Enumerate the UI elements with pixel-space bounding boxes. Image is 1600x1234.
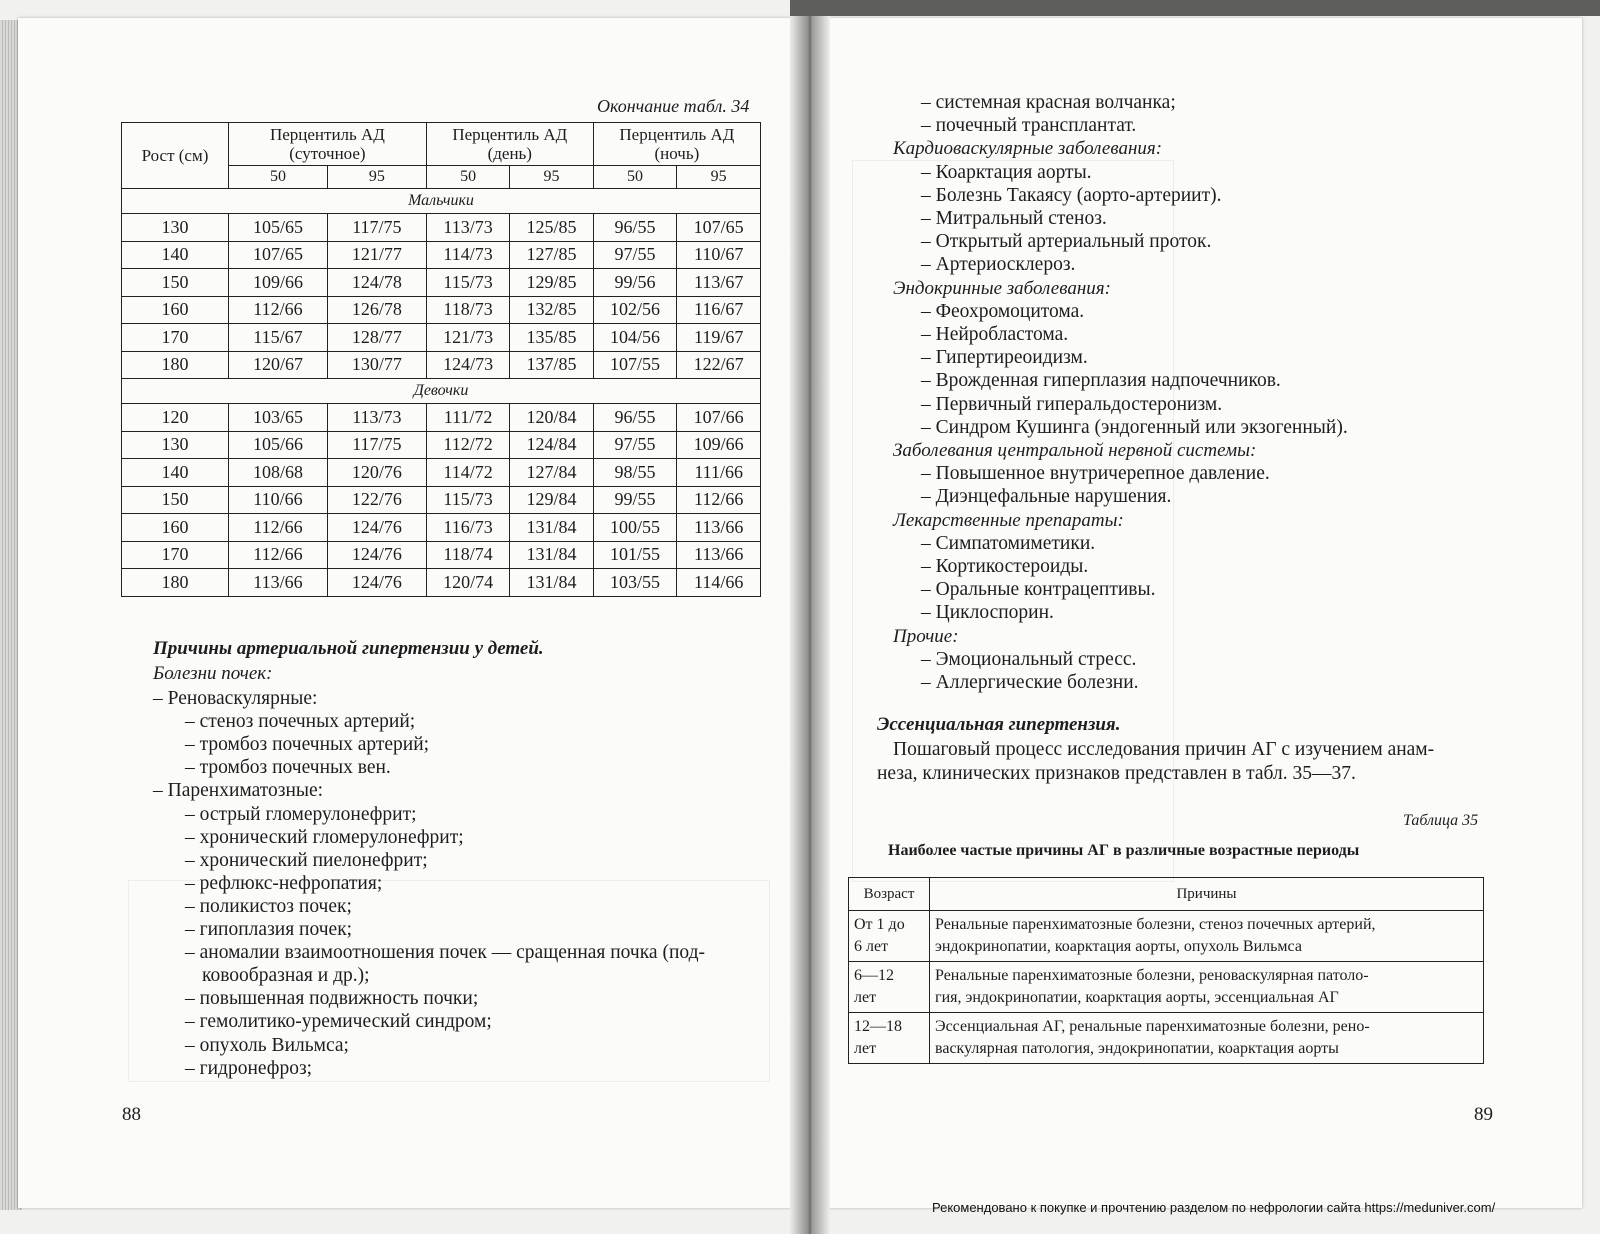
- column-group-header: Перцентиль АД (суточное): [229, 123, 427, 166]
- bp-value-cell: 112/66: [229, 541, 328, 569]
- table-row: [849, 911, 1484, 962]
- list-line: – Открытый артериальный проток.: [921, 231, 1212, 253]
- list-line: – хронический пиелонефрит;: [185, 849, 428, 871]
- causes-cell-line: Эссенциальная АГ, ренальные паренхиматозные болезни, рено-: [935, 1018, 1370, 1035]
- list-line: – Синдром Кушинга (эндогенный или экзогенный).: [921, 416, 1348, 438]
- list-line: – Гипертиреоидизм.: [921, 347, 1088, 369]
- percentile-table: [121, 122, 761, 597]
- table-row: [122, 241, 761, 269]
- causes-cell-line: гия, эндокринопатии, коарктация аорты, эссенциальная АГ: [935, 989, 1339, 1006]
- height-cell: 120: [122, 404, 229, 432]
- list-line: – Врожденная гиперплазия надпочечников.: [921, 370, 1281, 392]
- bp-value-cell: 112/72: [426, 431, 509, 459]
- list-line: – Феохромоцитома.: [921, 300, 1085, 322]
- table-label: Таблица 35: [1403, 812, 1479, 829]
- list-line: – Первичный гиперальдостеронизм.: [921, 393, 1223, 415]
- bp-value-cell: 107/55: [593, 351, 677, 379]
- column-header-age: Возраст: [849, 878, 930, 911]
- bp-value-cell: 127/84: [510, 459, 593, 487]
- age-cell-line: 12—18: [854, 1018, 902, 1035]
- bp-value-cell: 124/78: [327, 269, 426, 297]
- bp-value-cell: 122/76: [327, 486, 426, 514]
- subcolumn-header: 95: [327, 166, 426, 189]
- column-group-header: Перцентиль АД (ночь): [593, 123, 760, 166]
- bp-value-cell: 117/75: [327, 431, 426, 459]
- list-line: – Митральный стеноз.: [921, 208, 1107, 229]
- list-line: – Болезнь Такаясу (аорто-артериит).: [921, 184, 1222, 206]
- table-row: [122, 324, 761, 352]
- causes-cell: [930, 962, 1484, 1013]
- group-label: Мальчики: [122, 189, 761, 214]
- bp-value-cell: 124/76: [327, 541, 426, 569]
- bp-value-cell: 103/55: [593, 569, 677, 597]
- bp-value-cell: 110/66: [229, 486, 328, 514]
- bp-value-cell: 121/73: [426, 324, 509, 352]
- section-title: Лекарственные препараты:: [893, 509, 1124, 531]
- bp-value-cell: 104/56: [593, 324, 677, 352]
- bp-value-cell: 108/68: [229, 459, 328, 487]
- bp-value-cell: 124/73: [426, 351, 509, 379]
- list-line: – хронический гломерулонефрит;: [185, 826, 464, 848]
- bp-value-cell: 98/55: [593, 459, 677, 487]
- table-row: [122, 296, 761, 324]
- bp-value-cell: 132/85: [510, 296, 593, 324]
- bp-value-cell: 120/76: [327, 459, 426, 487]
- list-line: – аномалии взаимоотношения почек — сращенная почка (под-: [185, 942, 705, 964]
- bp-value-cell: 120/74: [426, 569, 509, 597]
- list-line: – Реноваскулярные:: [153, 688, 318, 709]
- bp-value-cell: 126/78: [327, 296, 426, 324]
- age-cell-line: лет: [854, 989, 877, 1006]
- bp-value-cell: 128/77: [327, 324, 426, 352]
- age-cell: [849, 911, 930, 962]
- bp-value-cell: 102/56: [593, 296, 677, 324]
- bp-value-cell: 114/72: [426, 459, 509, 487]
- causes-cell-line: эндокринопатии, коарктация аорты, опухоль Вильмса: [935, 938, 1302, 955]
- bp-value-cell: 119/67: [677, 324, 761, 352]
- subcolumn-header: 50: [426, 166, 509, 189]
- height-cell: 130: [122, 214, 229, 242]
- section-title: Кардиоваскулярные заболевания:: [893, 138, 1163, 160]
- causes-cell-line: Ренальные паренхиматозные болезни, стеноз почечных артерий,: [935, 916, 1376, 933]
- causes-cell: [930, 911, 1484, 962]
- bp-value-cell: 124/84: [510, 431, 593, 459]
- list-line: – тромбоз почечных артерий;: [185, 734, 430, 756]
- list-line: – Коарктация аорты.: [921, 161, 1092, 183]
- bp-value-cell: 124/76: [327, 569, 426, 597]
- list-line: – Артериосклероз.: [921, 254, 1076, 276]
- page-number-right: 89: [1474, 1104, 1493, 1125]
- table-row: [122, 514, 761, 542]
- bp-value-cell: 112/66: [677, 486, 761, 514]
- bp-value-cell: 118/74: [426, 541, 509, 569]
- book-gutter: [790, 0, 830, 1234]
- bp-value-cell: 131/84: [510, 541, 593, 569]
- list-line: – рефлюкс-нефропатия;: [185, 872, 383, 894]
- causes-cell-line: васкулярная патология, эндокринопатии, коарктация аорты: [935, 1040, 1339, 1057]
- bp-value-cell: 124/76: [327, 514, 426, 542]
- bp-value-cell: 100/55: [593, 514, 677, 542]
- bp-value-cell: 120/84: [510, 404, 593, 432]
- bp-value-cell: 116/67: [677, 296, 761, 324]
- bp-value-cell: 107/66: [677, 404, 761, 432]
- list-line: – поликистоз почек;: [185, 895, 352, 917]
- bp-value-cell: 113/67: [677, 269, 761, 297]
- height-cell: 150: [122, 269, 229, 297]
- table-title: Наиболее частые причины АГ в различные возрастные периоды: [888, 842, 1360, 859]
- bp-value-cell: 113/66: [677, 541, 761, 569]
- section-title: Заболевания центральной нервной системы:: [893, 440, 1257, 461]
- group-label: Девочки: [122, 379, 761, 404]
- page-number-left: 88: [122, 1104, 141, 1125]
- bp-value-cell: 113/66: [677, 514, 761, 542]
- subcolumn-header: 50: [229, 166, 328, 189]
- height-cell: 160: [122, 514, 229, 542]
- list-line: – Циклоспорин.: [921, 602, 1054, 624]
- paragraph-line: Пошаговый процесс исследования причин АГ с изучением анам-: [893, 739, 1435, 760]
- section-subheading: Болезни почек:: [153, 663, 273, 684]
- subcolumn-header: 50: [593, 166, 677, 189]
- table-row: [122, 486, 761, 514]
- table-row: [122, 269, 761, 297]
- bp-value-cell: 111/72: [426, 404, 509, 432]
- bp-value-cell: 137/85: [510, 351, 593, 379]
- list-line: ковообразная и др.);: [202, 965, 370, 987]
- bp-value-cell: 121/77: [327, 241, 426, 269]
- bp-value-cell: 107/65: [677, 214, 761, 242]
- bp-value-cell: 97/55: [593, 431, 677, 459]
- bp-value-cell: 131/84: [510, 569, 593, 597]
- list-line: – Аллергические болезни.: [921, 672, 1139, 693]
- bp-value-cell: 109/66: [229, 269, 328, 297]
- bp-value-cell: 96/55: [593, 404, 677, 432]
- essential-heading: Эссенциальная гипертензия.: [877, 714, 1121, 735]
- age-cell: [849, 962, 930, 1013]
- bp-value-cell: 113/73: [327, 404, 426, 432]
- table-row: [122, 214, 761, 242]
- list-line: – тромбоз почечных вен.: [185, 757, 391, 779]
- table-row: [849, 962, 1484, 1013]
- footer-note: Рекомендовано к покупке и прочтению разделом по нефрологии сайта https://meduniver.com/: [932, 1200, 1496, 1215]
- bp-value-cell: 110/67: [677, 241, 761, 269]
- list-line: – системная красная волчанка;: [921, 92, 1176, 113]
- height-cell: 170: [122, 541, 229, 569]
- bp-value-cell: 105/66: [229, 431, 328, 459]
- list-line: – Паренхиматозные:: [153, 780, 324, 802]
- bp-value-cell: 109/66: [677, 431, 761, 459]
- bp-value-cell: 97/55: [593, 241, 677, 269]
- list-line: – стеноз почечных артерий;: [185, 711, 416, 733]
- table-row: [122, 541, 761, 569]
- causes-cell-line: Ренальные паренхиматозные болезни, реноваскулярная патоло-: [935, 967, 1369, 984]
- age-causes-table: [848, 877, 1484, 1064]
- section-heading: Причины артериальной гипертензии у детей.: [153, 638, 544, 659]
- list-line: – почечный трансплантат.: [921, 115, 1137, 137]
- list-line: – Диэнцефальные нарушения.: [921, 486, 1172, 508]
- bp-value-cell: 118/73: [426, 296, 509, 324]
- list-line: – гемолитико-уремический синдром;: [185, 1011, 492, 1033]
- paragraph-line: неза, клинических признаков представлен в табл. 35—37.: [877, 763, 1356, 784]
- list-line: – Повышенное внутричерепное давление.: [921, 463, 1270, 485]
- table-row: [849, 1013, 1484, 1064]
- age-cell-line: От 1 до: [854, 916, 905, 933]
- height-cell: 130: [122, 431, 229, 459]
- bp-value-cell: 127/85: [510, 241, 593, 269]
- table-row: [122, 351, 761, 379]
- list-line: – повышенная подвижность почки;: [185, 988, 479, 1010]
- table-row: [122, 431, 761, 459]
- column-header-height: Рост (см): [122, 123, 229, 189]
- list-line: – гидронефроз;: [185, 1057, 313, 1079]
- bp-value-cell: 112/66: [229, 296, 328, 324]
- bp-value-cell: 96/55: [593, 214, 677, 242]
- bp-value-cell: 125/85: [510, 214, 593, 242]
- age-cell-line: 6—12: [854, 967, 894, 984]
- subcolumn-header: 95: [510, 166, 593, 189]
- bp-value-cell: 99/55: [593, 486, 677, 514]
- bp-value-cell: 115/67: [229, 324, 328, 352]
- list-line: – Эмоциональный стресс.: [921, 648, 1137, 670]
- bp-value-cell: 115/73: [426, 269, 509, 297]
- age-cell: [849, 1013, 930, 1064]
- bp-value-cell: 116/73: [426, 514, 509, 542]
- bp-value-cell: 129/85: [510, 269, 593, 297]
- table-row: [122, 404, 761, 432]
- list-line: – гипоплазия почек;: [185, 919, 353, 940]
- bp-value-cell: 113/66: [229, 569, 328, 597]
- list-line: – Оральные контрацептивы.: [921, 579, 1156, 601]
- bp-value-cell: 105/65: [229, 214, 328, 242]
- list-line: – Нейробластома.: [921, 324, 1069, 345]
- bp-value-cell: 111/66: [677, 459, 761, 487]
- bp-value-cell: 135/85: [510, 324, 593, 352]
- bp-value-cell: 120/67: [229, 351, 328, 379]
- section-title: Прочие:: [893, 625, 959, 647]
- top-shadow: [790, 0, 1600, 16]
- bp-value-cell: 112/66: [229, 514, 328, 542]
- list-line: – Кортикостероиды.: [921, 556, 1089, 577]
- bp-value-cell: 122/67: [677, 351, 761, 379]
- bp-value-cell: 117/75: [327, 214, 426, 242]
- bp-value-cell: 101/55: [593, 541, 677, 569]
- list-line: – опухоль Вильмса;: [185, 1034, 349, 1056]
- age-cell-line: лет: [854, 1040, 877, 1057]
- height-cell: 170: [122, 324, 229, 352]
- causes-cell: [930, 1013, 1484, 1064]
- column-group-header: Перцентиль АД (день): [426, 123, 593, 166]
- table-row: [122, 569, 761, 597]
- age-cell-line: 6 лет: [854, 938, 889, 955]
- bp-value-cell: 114/66: [677, 569, 761, 597]
- bp-value-cell: 129/84: [510, 486, 593, 514]
- list-line: – острый гломерулонефрит;: [185, 803, 417, 825]
- column-header-causes: Причины: [930, 878, 1484, 911]
- height-cell: 140: [122, 459, 229, 487]
- section-title: Эндокринные заболевания:: [893, 277, 1111, 299]
- table-row: [122, 459, 761, 487]
- table-caption: Окончание табл. 34: [597, 96, 750, 116]
- bp-value-cell: 115/73: [426, 486, 509, 514]
- height-cell: 180: [122, 351, 229, 379]
- bp-value-cell: 114/73: [426, 241, 509, 269]
- height-cell: 150: [122, 486, 229, 514]
- height-cell: 180: [122, 569, 229, 597]
- list-line: – Симпатомиметики.: [921, 532, 1096, 554]
- bp-value-cell: 130/77: [327, 351, 426, 379]
- height-cell: 140: [122, 241, 229, 269]
- bp-value-cell: 107/65: [229, 241, 328, 269]
- bp-value-cell: 131/84: [510, 514, 593, 542]
- height-cell: 160: [122, 296, 229, 324]
- subcolumn-header: 95: [677, 166, 761, 189]
- bp-value-cell: 99/56: [593, 269, 677, 297]
- bp-value-cell: 113/73: [426, 214, 509, 242]
- bp-value-cell: 103/65: [229, 404, 328, 432]
